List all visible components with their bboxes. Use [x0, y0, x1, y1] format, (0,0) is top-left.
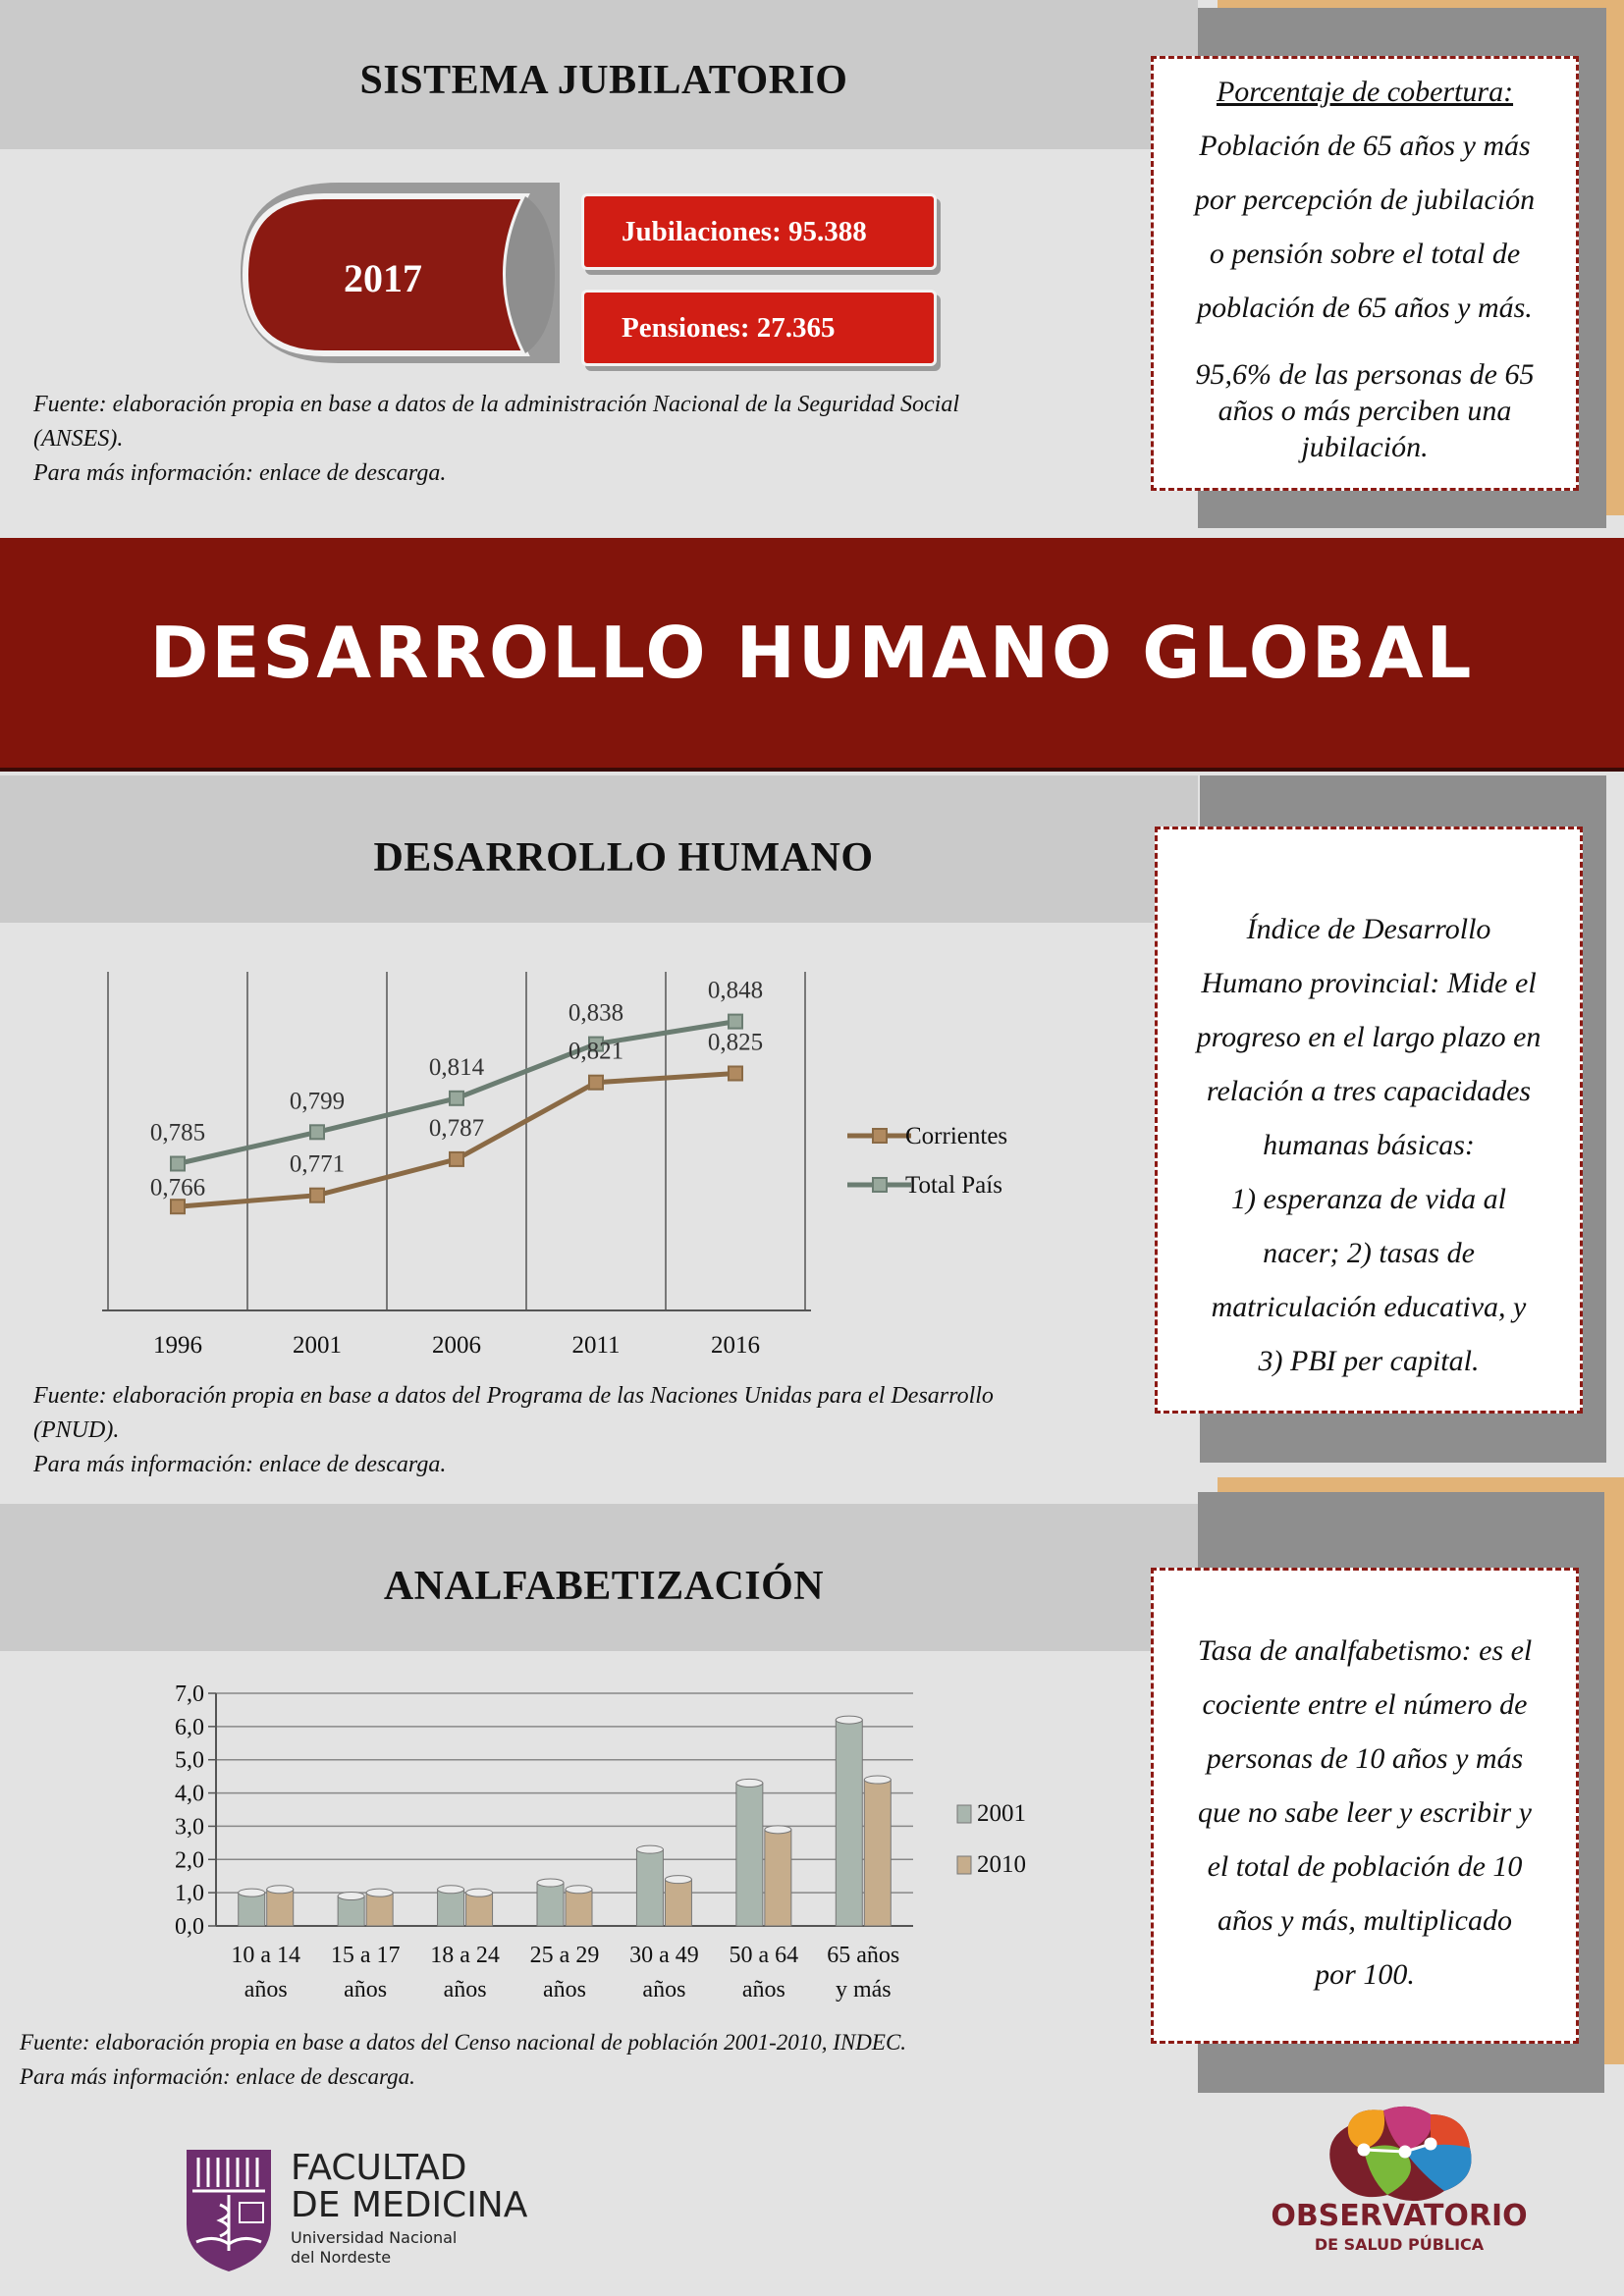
- pensiones-value: Pensiones: 27.365: [622, 311, 836, 344]
- lit-bar-2010: [366, 1893, 393, 1926]
- literacy-source-link[interactable]: Para más información: enlace de descarga.: [20, 2064, 415, 2089]
- hdi-point: [450, 1092, 463, 1105]
- lit-x-tick-label: 25 a 29: [529, 1943, 600, 1968]
- lit-y-tick-label: 7,0: [175, 1682, 204, 1707]
- hdi-data-label: 0,825: [707, 1029, 764, 1056]
- facultad-name-line: DE MEDICINA: [291, 2185, 528, 2225]
- hdi-source-line: Fuente: elaboración propia en base a datos del Programa de las Naciones Unidas para el Desarrollo: [33, 1383, 994, 1409]
- lit-bar-top: [765, 1826, 791, 1834]
- pension-source: [33, 388, 1153, 491]
- hdi-section-title: DESARROLLO HUMANO: [373, 835, 874, 881]
- hdi-point: [310, 1189, 324, 1202]
- literacy-source-line: Fuente: elaboración propia en base a datos del Censo nacional de población 2001-2010, INDEC.: [20, 2030, 907, 2055]
- lit-y-tick-label: 2,0: [175, 1847, 204, 1874]
- lit-x-tick-label: años: [344, 1977, 388, 2002]
- lit-x-tick-label: 15 a 17: [330, 1943, 401, 1968]
- literacy-info-line: el total de población de 10: [1207, 1850, 1523, 1883]
- observatorio-name: OBSERVATORIO: [1271, 2199, 1528, 2233]
- hdi-info-box: [1155, 827, 1583, 1414]
- facultad-shield-logo: [185, 2148, 273, 2273]
- hdi-point: [171, 1200, 185, 1213]
- lit-legend-label: 2001: [977, 1800, 1026, 1827]
- hdi-legend-label: Total País: [905, 1172, 1002, 1199]
- pension-info-stat: 95,6% de las personas de 65: [1195, 358, 1535, 391]
- hdi-x-tick-label: 2016: [711, 1332, 760, 1359]
- lit-y-tick-label: 6,0: [175, 1714, 204, 1740]
- hdi-info-line: nacer; 2) tasas de: [1263, 1237, 1475, 1269]
- lit-bar-2001: [438, 1890, 464, 1926]
- lit-bar-2010: [267, 1890, 294, 1926]
- hdi-info-line: 1) esperanza de vida al: [1231, 1183, 1506, 1215]
- hdi-data-label: 0,766: [149, 1174, 206, 1201]
- hdi-point: [589, 1076, 603, 1090]
- literacy-info-line: por 100.: [1315, 1958, 1415, 1991]
- lit-x-tick-label: años: [642, 1977, 686, 2002]
- lit-bar-2010: [665, 1880, 691, 1926]
- pension-source-line: (ANSES).: [33, 426, 124, 452]
- lit-bar-top: [836, 1716, 862, 1724]
- hdi-info-line: humanas básicas:: [1263, 1129, 1475, 1161]
- hdi-data-label: 0,814: [428, 1053, 485, 1081]
- lit-x-tick-label: 50 a 64: [729, 1943, 799, 1968]
- hdi-line-chart: [59, 942, 1149, 1374]
- pension-info-line: o pensión sobre el total de: [1209, 238, 1521, 270]
- hdi-source-link[interactable]: Para más información: enlace de descarga.: [33, 1452, 447, 1477]
- facultad-name-line: FACULTAD: [291, 2148, 467, 2188]
- lit-bar-2010: [566, 1890, 592, 1926]
- lit-x-tick-label: años: [741, 1977, 785, 2002]
- pension-info-stat: años o más perciben una: [1218, 395, 1512, 427]
- lit-y-tick-label: 3,0: [175, 1814, 204, 1841]
- pension-info-box: [1151, 56, 1579, 491]
- hdi-data-label: 0,848: [707, 977, 764, 1004]
- facultad-logo-text: [291, 2150, 527, 2268]
- literacy-info-line: años y más, multiplicado: [1218, 1904, 1512, 1937]
- observatorio-brain-logo: [1321, 2101, 1478, 2214]
- pension-section-title: SISTEMA JUBILATORIO: [359, 58, 848, 103]
- lit-x-tick-label: 10 a 14: [231, 1943, 301, 1968]
- hdi-data-label: 0,785: [149, 1119, 206, 1147]
- hdi-x-tick-label: 1996: [153, 1332, 202, 1359]
- main-banner: [0, 538, 1624, 772]
- lit-legend-swatch: [957, 1805, 971, 1823]
- hdi-x-tick-label: 2001: [293, 1332, 342, 1359]
- hdi-point: [310, 1125, 324, 1139]
- pension-source-line: Fuente: elaboración propia en base a datos de la administración Nacional de la Seguridad Social: [33, 392, 959, 417]
- lit-y-tick-label: 5,0: [175, 1747, 204, 1774]
- hdi-source: [33, 1379, 1163, 1482]
- lit-bar-top: [438, 1886, 464, 1894]
- lit-bar-top: [636, 1845, 663, 1853]
- hdi-info-line: Índice de Desarrollo: [1246, 913, 1491, 945]
- hdi-info-line: matriculación educativa, y: [1211, 1291, 1527, 1323]
- lit-legend-label: 2010: [977, 1851, 1026, 1878]
- lit-bar-top: [665, 1876, 691, 1884]
- lit-bar-2010: [864, 1780, 891, 1926]
- pension-source-link[interactable]: Para más información: enlace de descarga.: [33, 460, 447, 486]
- literacy-source: [20, 2025, 1149, 2094]
- hdi-source-line: (PNUD).: [33, 1417, 120, 1443]
- hdi-point: [450, 1152, 463, 1166]
- lit-bar-top: [466, 1889, 493, 1896]
- lit-bar-top: [864, 1776, 891, 1784]
- lit-y-tick-label: 1,0: [175, 1881, 204, 1907]
- hdi-data-label: 0,771: [289, 1150, 346, 1178]
- lit-x-tick-label: años: [543, 1977, 586, 2002]
- lit-x-tick-label: 18 a 24: [430, 1943, 500, 1968]
- hdi-point: [729, 1015, 742, 1029]
- lit-x-tick-label: 30 a 49: [629, 1943, 699, 1968]
- jubilaciones-value: Jubilaciones: 95.388: [622, 215, 867, 247]
- lit-x-tick-label: 65 años: [827, 1943, 900, 1968]
- lit-bar-2010: [765, 1830, 791, 1926]
- literacy-info-line: Tasa de analfabetismo: es el: [1197, 1634, 1533, 1667]
- literacy-bar-chart: [175, 1669, 1070, 2022]
- lit-bar-top: [566, 1886, 592, 1894]
- hdi-data-label: 0,821: [568, 1038, 624, 1065]
- pension-info-title: Porcentaje de cobertura:: [1216, 76, 1514, 108]
- literacy-info-line: personas de 10 años y más: [1206, 1742, 1524, 1775]
- lit-bar-2001: [836, 1720, 862, 1926]
- hdi-data-label: 0,838: [568, 999, 624, 1027]
- lit-bar-2001: [338, 1896, 364, 1926]
- facultad-university-line: Universidad Nacional: [291, 2228, 458, 2247]
- pension-info-line: Población de 65 años y más: [1199, 130, 1531, 162]
- hdi-info-line: relación a tres capacidades: [1206, 1075, 1532, 1107]
- lit-bar-2001: [537, 1883, 564, 1926]
- pension-info-line: población de 65 años y más.: [1197, 292, 1533, 324]
- lit-bar-2010: [466, 1893, 493, 1926]
- lit-x-tick-label: y más: [835, 1977, 892, 2002]
- lit-y-tick-label: 4,0: [175, 1781, 204, 1807]
- pension-info-stat: jubilación.: [1301, 431, 1429, 463]
- hdi-point: [171, 1157, 185, 1171]
- lit-bar-2001: [636, 1849, 663, 1926]
- hdi-info-line: Humano provincial: Mide el: [1201, 967, 1537, 999]
- hdi-x-tick-label: 2011: [571, 1332, 621, 1359]
- hdi-info-line: progreso en el largo plazo en: [1196, 1021, 1542, 1053]
- lit-legend-swatch: [957, 1856, 971, 1874]
- hdi-legend-marker: [873, 1178, 887, 1192]
- pension-info-line: por percepción de jubilación: [1194, 184, 1536, 216]
- hdi-x-tick-label: 2006: [432, 1332, 481, 1359]
- literacy-info-line: cociente entre el número de: [1202, 1688, 1528, 1721]
- lit-bar-top: [366, 1889, 393, 1896]
- observatorio-logo-text: [1247, 2199, 1551, 2256]
- banner-title: DESARROLLO HUMANO GLOBAL: [149, 612, 1475, 694]
- lit-x-tick-label: años: [244, 1977, 288, 2002]
- hdi-info-line: 3) PBI per capital.: [1258, 1345, 1480, 1377]
- lit-bar-2001: [239, 1893, 265, 1926]
- literacy-info-line: que no sabe leer y escribir y: [1198, 1796, 1532, 1829]
- hdi-legend-label: Corrientes: [905, 1123, 1008, 1149]
- lit-bar-2001: [736, 1783, 763, 1926]
- lit-bar-top: [239, 1889, 265, 1896]
- lit-x-tick-label: años: [443, 1977, 487, 2002]
- literacy-info-box: [1151, 1568, 1579, 2044]
- lit-bar-top: [267, 1886, 294, 1894]
- lit-y-tick-label: 0,0: [175, 1914, 204, 1940]
- hdi-point: [729, 1067, 742, 1081]
- observatorio-subtitle: DE SALUD PÚBLICA: [1314, 2235, 1485, 2254]
- lit-bar-top: [736, 1779, 763, 1787]
- lit-bar-top: [338, 1893, 364, 1900]
- hdi-data-label: 0,799: [289, 1088, 346, 1115]
- hdi-legend-marker: [873, 1129, 887, 1143]
- facultad-university-line: del Nordeste: [291, 2248, 392, 2267]
- hdi-data-label: 0,787: [428, 1114, 485, 1142]
- literacy-section-title: ANALFABETIZACIÓN: [383, 1564, 825, 1609]
- lit-bar-top: [537, 1879, 564, 1887]
- jubilaciones-pill: [581, 193, 937, 270]
- pensiones-pill: [581, 290, 937, 366]
- pension-year: 2017: [344, 256, 422, 300]
